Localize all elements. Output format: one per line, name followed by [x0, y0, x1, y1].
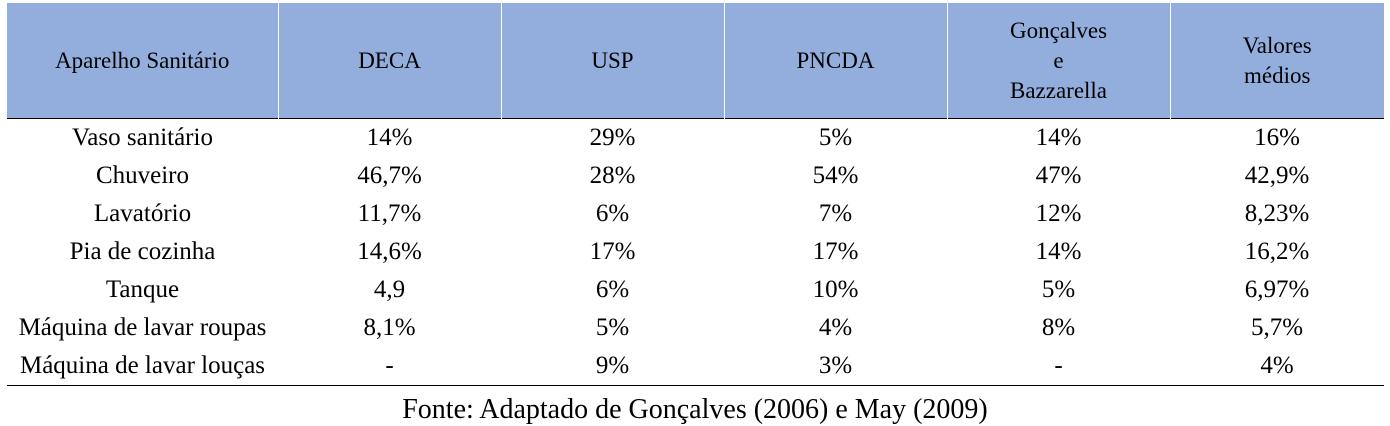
table-row: [7, 157, 1384, 195]
cell-valores-medios: 5,7%: [1250, 314, 1304, 341]
header-line: Gonçalves: [1009, 17, 1108, 43]
cell-valores-medios: 16,2%: [1244, 238, 1310, 265]
row-label: Lavatório: [93, 200, 192, 227]
table-row: [7, 271, 1384, 309]
cell-pncda: 10%: [812, 276, 859, 303]
row-label: Tanque: [105, 276, 180, 303]
cell-usp: 29%: [501, 119, 724, 158]
cell-deca: -: [278, 347, 501, 386]
table-row: [7, 119, 1384, 158]
header-line: e: [1053, 47, 1064, 73]
table-header-row: [7, 3, 1384, 119]
cell-deca: 14,6%: [357, 238, 422, 265]
header-line: Valores: [1242, 32, 1312, 58]
header-aparelho: [7, 3, 278, 119]
row-label: Máquina de lavar louças: [7, 347, 278, 386]
cell-goncalves: 12%: [1035, 200, 1082, 227]
row-label: Máquina de lavar roupas: [18, 314, 267, 341]
cell-deca: 4,9: [373, 276, 406, 303]
table-row: [7, 233, 1384, 271]
cell-pncda: 17%: [812, 238, 859, 265]
row-label: Pia de cozinha: [69, 238, 216, 265]
cell-usp: 28%: [589, 162, 636, 189]
header-usp: [501, 3, 724, 119]
cell-valores-medios: 8,23%: [1244, 200, 1310, 227]
cell-goncalves: 5%: [1041, 276, 1076, 303]
water-consumption-table: [7, 3, 1384, 386]
header-goncalves-bazzarella: [947, 3, 1170, 119]
cell-deca: 8,1%: [363, 314, 416, 341]
header-deca: [278, 3, 501, 119]
cell-valores-medios: 42,9%: [1244, 162, 1310, 189]
cell-valores-medios: 16%: [1170, 119, 1384, 158]
cell-goncalves: -: [947, 347, 1170, 386]
row-label: Vaso sanitário: [7, 119, 278, 158]
table-source-caption: Fonte: Adaptado de Gonçalves (2006) e May (2009): [402, 394, 988, 425]
cell-goncalves: 8%: [1041, 314, 1076, 341]
header-valores-medios: [1170, 3, 1384, 119]
cell-pncda: 54%: [812, 162, 859, 189]
table-row: [7, 347, 1384, 386]
header-line: Aparelho Sanitário: [55, 47, 230, 73]
cell-pncda: 3%: [724, 347, 947, 386]
table-row: [7, 309, 1384, 347]
cell-pncda: 5%: [724, 119, 947, 158]
cell-usp: 6%: [595, 200, 630, 227]
cell-pncda: 4%: [818, 314, 853, 341]
header-pncda: [724, 3, 947, 119]
cell-usp: 5%: [595, 314, 630, 341]
cell-goncalves: 47%: [1035, 162, 1082, 189]
cell-usp: 17%: [589, 238, 636, 265]
table-row: [7, 195, 1384, 233]
cell-deca: 14%: [278, 119, 501, 158]
cell-goncalves: 14%: [947, 119, 1170, 158]
cell-pncda: 7%: [818, 200, 853, 227]
header-line: PNCDA: [796, 47, 875, 73]
header-line: DECA: [358, 47, 421, 73]
cell-usp: 6%: [595, 276, 630, 303]
header-line: médios: [1244, 62, 1311, 88]
header-line: USP: [591, 47, 634, 73]
cell-goncalves: 14%: [1035, 238, 1082, 265]
row-label: Chuveiro: [95, 162, 190, 189]
cell-deca: 11,7%: [357, 200, 422, 227]
header-line: Bazzarella: [1009, 77, 1108, 103]
cell-valores-medios: 6,97%: [1244, 276, 1310, 303]
cell-deca: 46,7%: [357, 162, 422, 189]
cell-valores-medios: 4%: [1170, 347, 1384, 386]
cell-usp: 9%: [501, 347, 724, 386]
